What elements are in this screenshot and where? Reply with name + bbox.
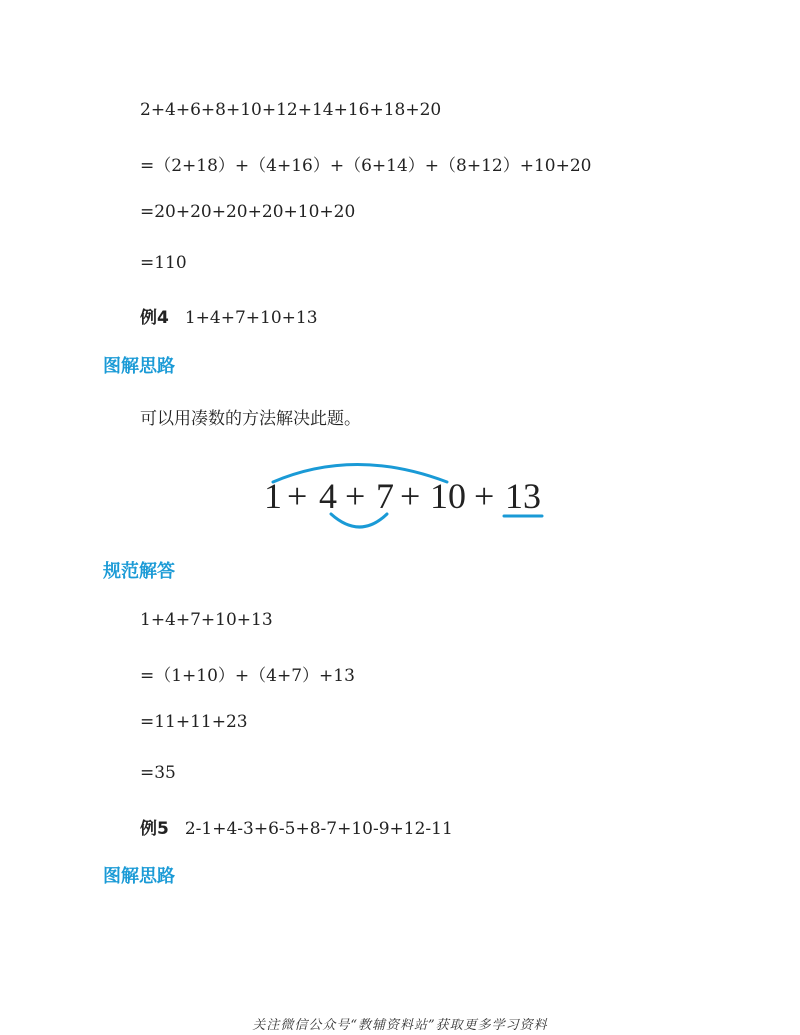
section-heading-think: 图解思路 <box>103 866 175 887</box>
plus-sign: + <box>287 476 308 516</box>
example-expression: 2-1+4-3+6-5+8-7+10-9+12-11 <box>184 819 453 839</box>
section-heading-think: 图解思路 <box>103 356 175 377</box>
math-line: =（1+10）+（4+7）+13 <box>140 666 355 686</box>
math-line: =（2+18）+（4+16）+（6+14）+（8+12）+10+20 <box>140 156 592 176</box>
term-13: 13 <box>505 476 541 516</box>
example-expression: 1+4+7+10+13 <box>184 308 318 328</box>
term-1: 1 <box>264 476 282 516</box>
term-4: 4 <box>319 476 337 516</box>
plus-sign: + <box>400 476 421 516</box>
math-line: =11+11+23 <box>140 712 248 732</box>
footer-watermark: 关注微信公众号“教辅资料站”获取更多学习资料 <box>252 1018 548 1033</box>
plus-sign: + <box>474 476 495 516</box>
math-line: 2+4+6+8+10+12+14+16+18+20 <box>140 100 442 120</box>
example-4 <box>140 303 318 328</box>
plus-sign: + <box>345 476 366 516</box>
math-line: =35 <box>140 763 176 783</box>
math-line: =20+20+20+20+10+20 <box>140 202 356 222</box>
example-label: 例4 <box>140 308 169 328</box>
term-7: 7 <box>376 476 394 516</box>
math-line: 1+4+7+10+13 <box>140 610 273 630</box>
term-10: 10 <box>430 476 466 516</box>
example-5 <box>140 814 453 839</box>
paragraph: 可以用凑数的方法解决此题。 <box>140 409 361 429</box>
grouping-diagram <box>255 452 555 537</box>
example-label: 例5 <box>140 819 169 839</box>
math-line: =110 <box>140 253 187 273</box>
section-heading-answer: 规范解答 <box>103 561 175 582</box>
